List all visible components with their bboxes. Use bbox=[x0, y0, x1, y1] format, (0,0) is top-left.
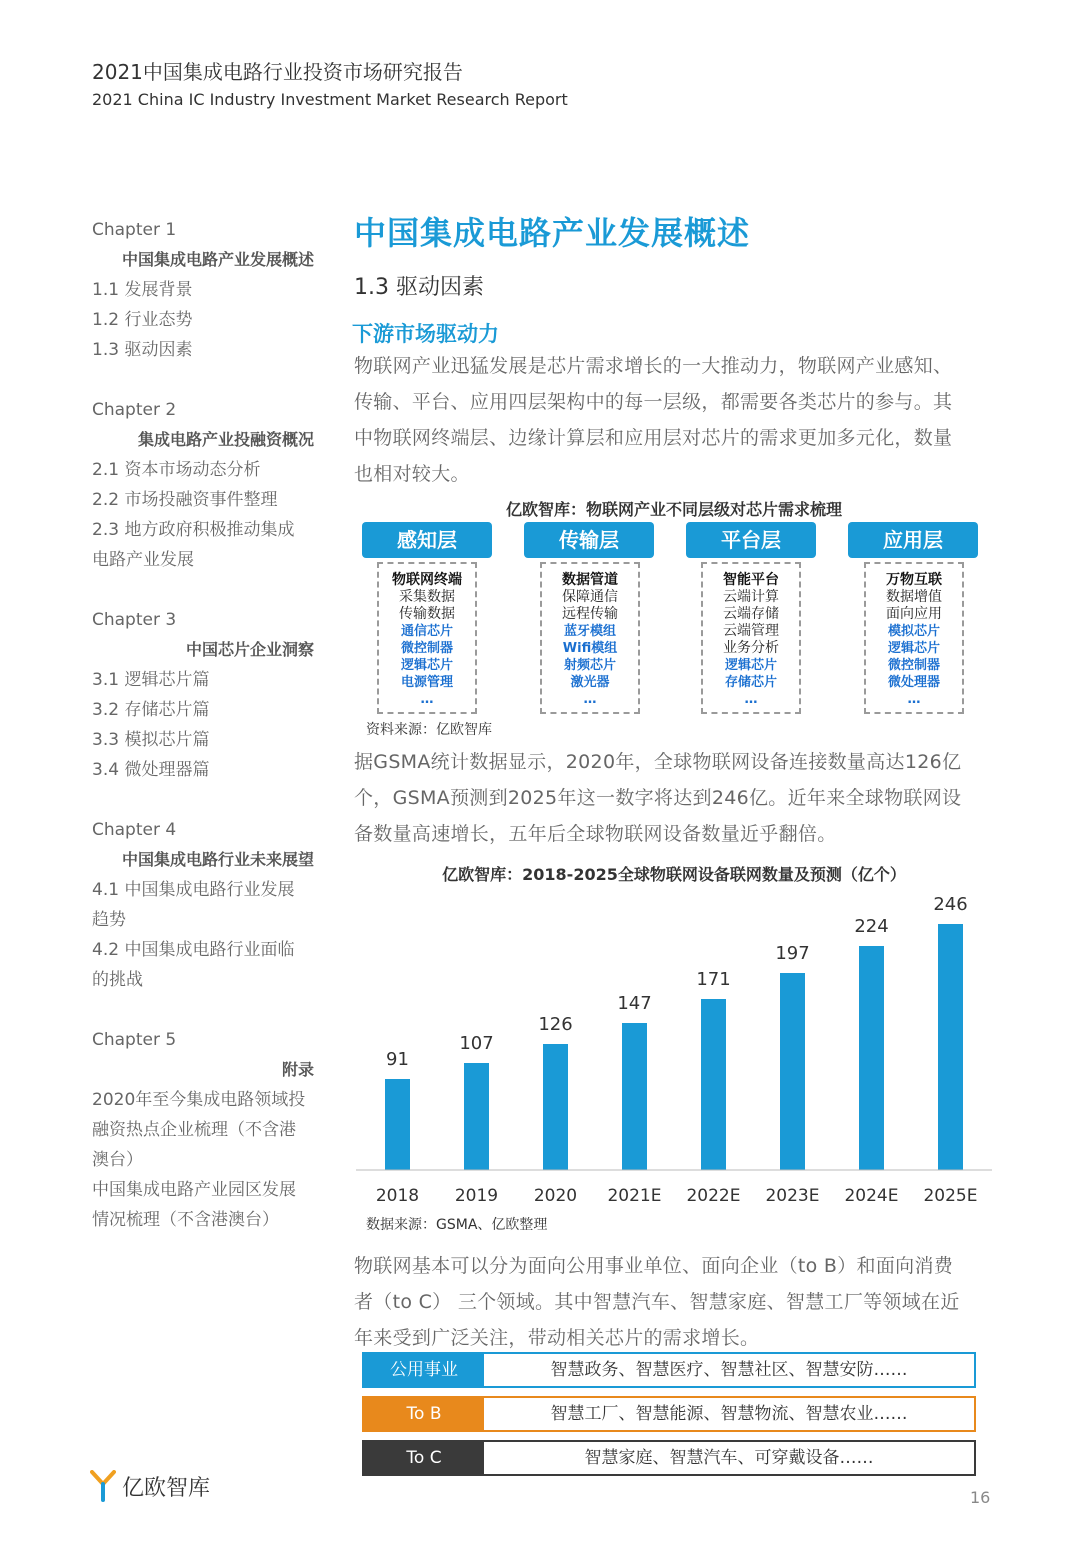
chart-x-tick-label: 2019 bbox=[454, 1186, 499, 1206]
domain-value: 智慧工厂、智慧能源、智慧物流、智慧农业…… bbox=[550, 1404, 908, 1424]
toc-item[interactable]: 2.3 地方政府积极推动集成 bbox=[92, 520, 295, 540]
paragraph-line: 传输、平台、应用四层架构中的每一层级，都需要各类芯片的参与。其 bbox=[354, 391, 953, 413]
chart-data-label: 91 bbox=[386, 1049, 409, 1070]
chart-data-label: 224 bbox=[854, 916, 889, 937]
layer-box-chip: 激光器 bbox=[570, 675, 610, 690]
paragraph-1 bbox=[354, 348, 994, 492]
layer-box bbox=[540, 562, 640, 714]
layer-box-chip: 逻辑芯片 bbox=[887, 641, 940, 656]
header-title-cn: 2021中国集成电路行业投资市场研究报告 bbox=[92, 60, 463, 84]
chart-data-label: 197 bbox=[775, 943, 810, 964]
layer-box bbox=[377, 562, 477, 714]
toc-item[interactable]: 1.3 驱动因素 bbox=[92, 340, 193, 360]
paragraph-line: 年来受到广泛关注，带动相关芯片的需求增长。 bbox=[354, 1327, 760, 1349]
paragraph-line: 中物联网终端层、边缘计算层和应用层对芯片的需求更加多元化，数量 bbox=[354, 427, 953, 449]
page-number: 16 bbox=[970, 1488, 991, 1507]
chart-bar bbox=[701, 999, 726, 1170]
chart-x-tick-label: 2020 bbox=[533, 1186, 578, 1206]
toc-item[interactable]: 1.1 发展背景 bbox=[92, 280, 193, 300]
chart-data-label: 126 bbox=[538, 1014, 573, 1035]
footer-logo bbox=[90, 1470, 210, 1502]
paragraph-2 bbox=[354, 744, 994, 852]
layer-box-chip: 模拟芯片 bbox=[887, 624, 940, 639]
chart-data-label: 246 bbox=[933, 895, 968, 915]
chart-x-tick-label: 2018 bbox=[375, 1186, 420, 1206]
domain-row-public bbox=[362, 1352, 976, 1388]
layer-box-more: … bbox=[744, 692, 758, 707]
chart-x-tick-label: 2024E bbox=[844, 1186, 899, 1206]
layer-box-item: 云端存储 bbox=[723, 606, 779, 622]
layer-head: 平台层 bbox=[686, 522, 816, 558]
domain-label: To B bbox=[364, 1398, 484, 1430]
paragraph-line: 物联网产业迅猛发展是芯片需求增长的一大推动力，物联网产业感知、 bbox=[354, 355, 953, 377]
header-title-en: 2021 China IC Industry Investment Market Research Report bbox=[92, 90, 568, 109]
layer-box-head: 万物互联 bbox=[886, 572, 942, 588]
domain-row-tob bbox=[362, 1396, 976, 1432]
layer-box-head: 数据管道 bbox=[562, 572, 618, 588]
toc-item[interactable]: 1.2 行业态势 bbox=[92, 310, 193, 330]
chart-x-tick-label: 2022E bbox=[686, 1186, 741, 1206]
paragraph-line: 个，GSMA预测到2025年这一数字将达到246亿。近年来全球物联网设 bbox=[354, 787, 962, 809]
layer-box-chip: 逻辑芯片 bbox=[400, 658, 453, 673]
bar-chart bbox=[354, 895, 994, 1215]
toc-chapter-3[interactable]: Chapter 3 bbox=[92, 610, 177, 630]
toc-item[interactable]: 2020年至今集成电路领域投 bbox=[92, 1090, 306, 1110]
chart-bar bbox=[859, 946, 884, 1170]
toc-item[interactable]: 3.3 模拟芯片篇 bbox=[92, 730, 210, 750]
layer-box-chip: 电源管理 bbox=[400, 675, 453, 690]
layer-box bbox=[701, 562, 801, 714]
layer-box-chip: Wifi模组 bbox=[562, 641, 618, 656]
figure-1-title: 亿欧智库：物联网产业不同层级对芯片需求梳理 bbox=[505, 500, 842, 519]
toc-chapter-1[interactable]: Chapter 1 bbox=[92, 220, 177, 240]
toc-item[interactable]: 4.2 中国集成电路行业面临 bbox=[92, 940, 295, 960]
layer-box-chip: 通信芯片 bbox=[400, 624, 453, 639]
layer-box-chip: 微处理器 bbox=[887, 675, 940, 690]
layer-head: 感知层 bbox=[362, 522, 492, 558]
toc-item[interactable]: 电路产业发展 bbox=[92, 550, 194, 570]
toc-item[interactable]: 4.1 中国集成电路行业发展 bbox=[92, 880, 295, 900]
layer-box-chip: 微控制器 bbox=[887, 658, 940, 673]
paragraph-3 bbox=[354, 1248, 994, 1356]
domain-label: To C bbox=[364, 1442, 484, 1474]
toc-item[interactable]: 3.2 存储芯片篇 bbox=[92, 700, 210, 720]
logo-text: 亿欧智库 bbox=[122, 1475, 211, 1501]
layer-box-item: 数据增值 bbox=[886, 589, 942, 605]
toc-item[interactable]: 中国集成电路产业园区发展 bbox=[92, 1180, 296, 1200]
toc-chapter-5[interactable]: Chapter 5 bbox=[92, 1030, 177, 1050]
toc-item[interactable]: 3.4 微处理器篇 bbox=[92, 760, 210, 780]
chart-bar bbox=[938, 924, 963, 1170]
layer-box-chip: 存储芯片 bbox=[724, 675, 777, 690]
chart-bar bbox=[543, 1044, 568, 1170]
layer-box-item: 云端管理 bbox=[723, 623, 779, 639]
layer-box-more: … bbox=[583, 692, 597, 707]
chart-x-tick-label: 2025E bbox=[923, 1186, 978, 1206]
toc-chapter-2-title[interactable]: 集成电路产业投融资概况 bbox=[137, 430, 314, 449]
layer-box-item: 保障通信 bbox=[562, 589, 618, 605]
toc-item[interactable]: 澳台） bbox=[92, 1150, 143, 1170]
toc-sidebar bbox=[92, 215, 314, 1235]
section-title: 1.3 驱动因素 bbox=[354, 275, 484, 300]
toc-chapter-1-title[interactable]: 中国集成电路产业发展概述 bbox=[121, 250, 314, 269]
chart-source: 数据来源：GSMA、亿欧整理 bbox=[366, 1217, 548, 1233]
toc-chapter-4[interactable]: Chapter 4 bbox=[92, 820, 177, 840]
layer-box-chip: 逻辑芯片 bbox=[724, 658, 777, 673]
toc-item[interactable]: 情况梳理（不含港澳台） bbox=[92, 1210, 279, 1230]
page-title: 中国集成电路产业发展概述 bbox=[354, 214, 751, 252]
chart-data-label: 147 bbox=[617, 993, 652, 1014]
toc-item[interactable]: 趋势 bbox=[92, 910, 126, 930]
toc-chapter-4-title[interactable]: 中国集成电路行业未来展望 bbox=[121, 850, 314, 869]
chart-x-tick-label: 2021E bbox=[607, 1186, 662, 1206]
layer-box-more: … bbox=[907, 692, 921, 707]
toc-chapter-3-title[interactable]: 中国芯片企业洞察 bbox=[185, 640, 314, 659]
layer-head: 传输层 bbox=[524, 522, 654, 558]
layer-box bbox=[864, 562, 964, 714]
toc-item[interactable]: 融资热点企业梳理（不含港 bbox=[92, 1120, 296, 1140]
figure-1-source: 资料来源：亿欧智库 bbox=[366, 722, 492, 738]
layer-box-chip: 蓝牙模组 bbox=[563, 624, 616, 639]
toc-item[interactable]: 3.1 逻辑芯片篇 bbox=[92, 670, 210, 690]
paragraph-line: 备数量高速增长，五年后全球物联网设备数量近乎翻倍。 bbox=[354, 823, 837, 845]
toc-chapter-5-title[interactable]: 附录 bbox=[281, 1060, 314, 1079]
layer-box-item: 采集数据 bbox=[399, 589, 455, 605]
paragraph-line: 据GSMA统计数据显示，2020年，全球物联网设备连接数量高达126亿 bbox=[354, 751, 962, 773]
toc-item[interactable]: 的挑战 bbox=[92, 970, 143, 990]
chart-bar bbox=[780, 973, 805, 1170]
domain-value: 智慧政务、智慧医疗、智慧社区、智慧安防…… bbox=[550, 1360, 908, 1380]
chart-x-tick-label: 2023E bbox=[765, 1186, 820, 1206]
layer-box-head: 物联网终端 bbox=[392, 572, 462, 588]
layer-box-chip: 微控制器 bbox=[400, 641, 453, 656]
layer-box-item: 云端计算 bbox=[723, 589, 779, 605]
layer-head: 应用层 bbox=[848, 522, 978, 558]
layer-box-chip: 射频芯片 bbox=[563, 658, 616, 673]
layer-box-item: 面向应用 bbox=[886, 606, 942, 622]
toc-chapter-2[interactable]: Chapter 2 bbox=[92, 400, 177, 420]
layer-box-item: 业务分析 bbox=[723, 640, 779, 656]
layer-box-more: … bbox=[420, 692, 434, 707]
toc-item[interactable]: 2.1 资本市场动态分析 bbox=[92, 460, 261, 480]
toc-item[interactable]: 2.2 市场投融资事件整理 bbox=[92, 490, 278, 510]
chart-bar bbox=[622, 1023, 647, 1170]
domain-value: 智慧家庭、智慧汽车、可穿戴设备…… bbox=[584, 1448, 874, 1468]
paragraph-line: 物联网基本可以分为面向公用事业单位、面向企业（to B）和面向消费 bbox=[354, 1255, 954, 1277]
chart-bar bbox=[464, 1063, 489, 1170]
chart-data-label: 171 bbox=[696, 969, 731, 990]
domain-label: 公用事业 bbox=[364, 1354, 484, 1386]
paragraph-line: 者（to C） 三个领域。其中智慧汽车、智慧家庭、智慧工厂等领域在近 bbox=[354, 1291, 960, 1313]
paragraph-line: 也相对较大。 bbox=[354, 463, 470, 485]
subsection-title: 下游市场驱动力 bbox=[352, 322, 499, 346]
layer-box-item: 传输数据 bbox=[399, 606, 455, 622]
layer-box-head: 智能平台 bbox=[723, 572, 779, 588]
chart-bar bbox=[385, 1079, 410, 1170]
chart-data-label: 107 bbox=[459, 1033, 494, 1054]
logo-icon bbox=[90, 1470, 116, 1502]
chart-title: 亿欧智库：2018-2025全球物联网设备联网数量及预测（亿个） bbox=[442, 865, 906, 884]
layer-box-item: 远程传输 bbox=[562, 606, 618, 622]
domain-row-toc bbox=[362, 1440, 976, 1476]
